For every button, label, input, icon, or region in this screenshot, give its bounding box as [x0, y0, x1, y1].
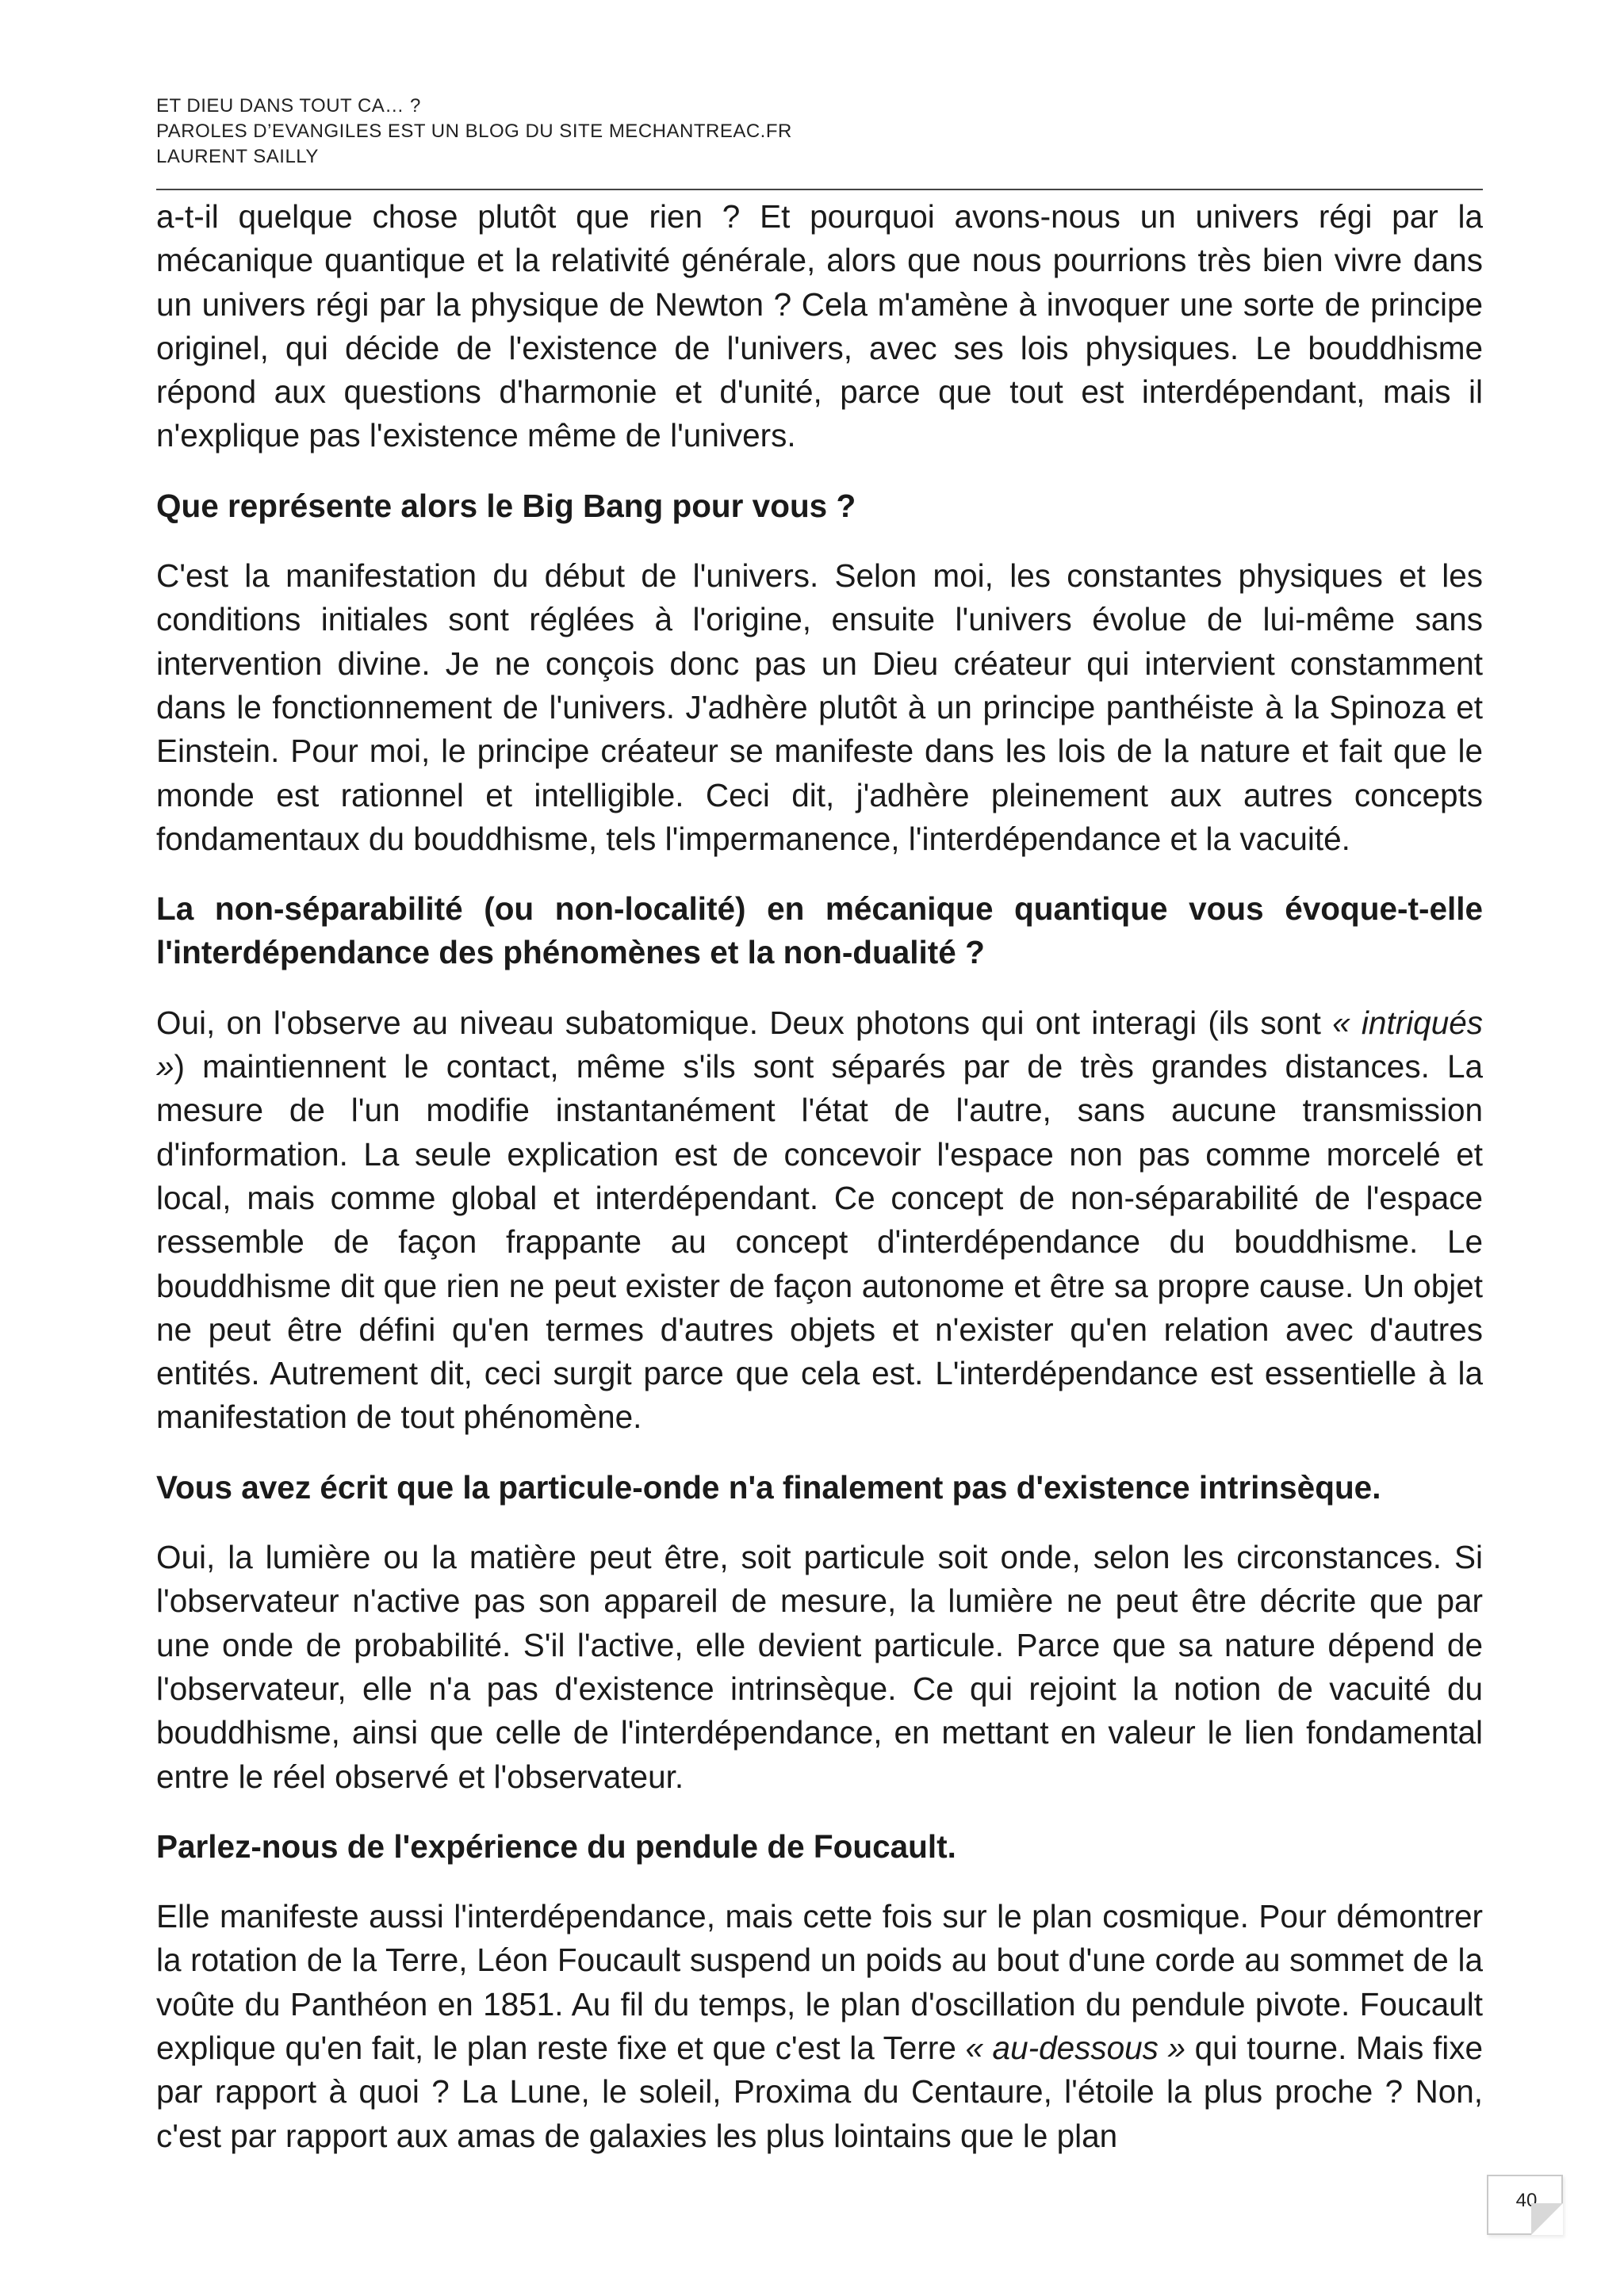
answer-paragraph: a-t-il quelque chose plutôt que rien ? Et pourquoi avons-nous un univers régi par la mécanique quantique et la relativité générale, alors que nous pourrions très bien vivre dans un univers régi par la physique de Newton ? Cela m'amène à invoquer une sorte de principe originel, qui décide de l'existence de l'univers, avec ses lois physiques. Le bouddhisme répond aux questions d'harmonie et d'unité, parce que tout est interdépendant, mais il n'explique pas l'existence même de l'univers. — [156, 198, 1483, 454]
question-heading: La non-séparabilité (ou non-localité) en mécanique quantique vous évoque-t-elle l'interdépendance des phénomènes et la non-dualité ? — [156, 890, 1483, 971]
answer-paragraph: Oui, la lumière ou la matière peut être, soit particule soit onde, selon les circonstances. Si l'observateur n'active pas son appareil de mesure, la lumière ne peut être décrite que par une onde de probabilité. S'il l'active, elle devient particule. Parce que sa nature dépend de l'observateur, elle n'a pas d'existence intrinsèque. Ce qui rejoint la notion de vacuité du bouddhisme, ainsi que celle de l'interdépendance, en mettant en valeur le lien fondamental entre le réel observé et l'observateur. — [156, 1539, 1483, 1795]
answer-paragraph — [156, 1895, 1483, 2158]
page-number-box — [1487, 2175, 1563, 2235]
header-title: ET DIEU DANS TOUT CA… ? — [156, 95, 421, 117]
answer-text: qui tourne. Mais fixe par rapport à quoi ? La Lune, le soleil, Proxima du Centaure, l'étoile la plus proche ? Non, c'est par rapport aux amas de galaxies les plus lointains que le plan — [156, 2029, 1484, 2154]
answer-paragraph — [156, 1001, 1483, 1440]
italic-quote: « intriqués » — [156, 1004, 1484, 1085]
folded-corner-icon — [1531, 2203, 1563, 2235]
page-body — [156, 195, 1483, 2158]
header-author: LAURENT SAILLY — [156, 146, 319, 167]
page-number: 40 — [1515, 2190, 1538, 2211]
italic-quote: « au-dessous » — [965, 2029, 1186, 2066]
running-header — [156, 94, 1483, 170]
header-divider — [156, 189, 1483, 190]
question-heading: Parlez-nous de l'expérience du pendule de Foucault. — [156, 1827, 956, 1865]
question-heading: Vous avez écrit que la particule-onde n'a finalement pas d'existence intrinsèque. — [156, 1468, 1381, 1506]
answer-text: ) maintiennent le contact, même s'ils sont séparés par de très grandes distances. La mesure de l'un modifie instantanément l'état de l'autre, sans aucune transmission d'information. La seule explication est de concevoir l'espace non pas comme morcelé et local, mais comme global et interdépendant. Ce concept de non-séparabilité de l'espace ressemble de façon frappante au concept d'interdépendance du bouddhisme. Le bouddhisme dit que rien ne peut exister de façon autonome et être sa propre cause. Un objet ne peut être défini qu'en termes d'autres objets et n'exister qu'en relation avec d'autres entités. Autrement dit, ceci surgit parce que cela est. L'interdépendance est essentielle à la manifestation de tout phénomène. — [156, 1048, 1483, 1436]
answer-paragraph: C'est la manifestation du début de l'univers. Selon moi, les constantes physiques et les conditions initiales sont réglées à l'origine, ensuite l'univers évolue de lui-même sans intervention divine. Je ne conçois donc pas un Dieu créateur qui intervient constamment dans le fonctionnement de l'univers. J'adhère plutôt à un principe panthéiste à la Spinoza et Einstein. Pour moi, le principe créateur se manifeste dans les lois de la nature et fait que le monde est rationnel et intelligible. Ceci dit, j'adhère pleinement aux autres concepts fondamentaux du bouddhisme, tels l'impermanence, l'interdépendance et la vacuité. — [156, 557, 1483, 857]
answer-text: Elle manifeste aussi l'interdépendance, mais cette fois sur le plan cosmique. Pour démontrer la rotation de la Terre, Léon Foucault suspend un poids au bout d'une corde au sommet de la voûte du Panthéon en 1851. Au fil du temps, le plan d'oscillation du pendule pivote. Foucault explique qu'en fait, le plan reste fixe et que c'est la Terre — [156, 1898, 1483, 2066]
answer-text: Oui, on l'observe au niveau subatomique. Deux photons qui ont interagi (ils sont — [156, 1004, 1333, 1041]
question-heading: Que représente alors le Big Bang pour vous ? — [156, 487, 856, 524]
header-blog-line: PAROLES D’EVANGILES EST UN BLOG DU SITE MECHANTREAC.FR — [156, 121, 792, 142]
